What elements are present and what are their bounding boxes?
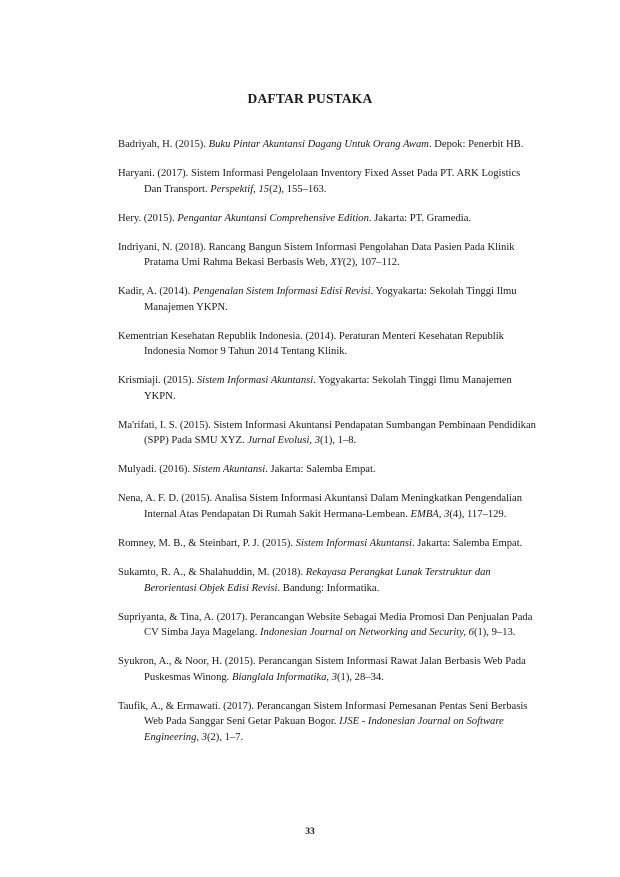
reference-entry: Krismiaji. (2015). Sistem Informasi Akuntansi. Yogyakarta: Sekolah Tinggi Ilmu Manajemen YKPN. <box>118 375 512 402</box>
page-title: DAFTAR PUSTAKA <box>247 91 373 106</box>
reference-entry: Kementrian Kesehatan Republik Indonesia. (2014). Peraturan Menteri Kesehatan Republik Indonesia Nomor 9 Tahun 2014 Tentang Klinik. <box>118 330 504 358</box>
reference-entry: Badriyah, H. (2015). Buku Pintar Akuntansi Dagang Untuk Orang Awam. Depok: Penerbit HB. <box>118 139 524 150</box>
reference-entry: Nena, A. F. D. (2015). Analisa Sistem Informasi Akuntansi Dalam Meningkatkan Pengendalian Internal Atas Pendapatan Di Rumah Sakit Hermana-Lembean. EMBA, 3(4), 117–129. <box>118 493 522 521</box>
page-number: 33 <box>305 827 315 837</box>
reference-entry: Ma'rifati, I. S. (2015). Sistem Informasi Akuntansi Pendapatan Sumbangan Pembinaan Pendidikan (SPP) Pada SMU XYZ. Jurnal Evolusi, 3(1), 1–8. <box>118 419 536 447</box>
reference-entry: Haryani. (2017). Sistem Informasi Pengelolaan Inventory Fixed Asset Pada PT. ARK Logistics Dan Transport. Perspektif, 15(2), 155–163. <box>118 167 521 195</box>
reference-entry: Taufik, A., & Ermawati. (2017). Perancangan Sistem Informasi Pemesanan Pentas Seni Berbasis Web Pada Sanggar Seni Getar Pakuan Bogor. IJSE - Indonesian Journal on Software Engineering, 3(2), 1–7. <box>118 700 528 743</box>
reference-list <box>118 137 538 759</box>
reference-entry: Syukron, A., & Noor, H. (2015). Perancangan Sistem Informasi Rawat Jalan Berbasis Web Pada Puskesmas Winong. Bianglala Informatika, 3(1), 28–34. <box>118 656 526 683</box>
reference-entry: Romney, M. B., & Steinbart, P. J. (2015). Sistem Informasi Akuntansi. Jakarta: Salemba Empat. <box>118 538 523 549</box>
reference-entry: Mulyadi. (2016). Sistem Akuntansi. Jakarta: Salemba Empat. <box>118 464 376 476</box>
reference-entry: Supriyanta, & Tina, A. (2017). Perancangan Website Sebagai Media Promosi Dan Penjualan Pada CV Simba Jaya Magelang. Indonesian Journal on Networking and Security, 6(1), 9–13. <box>118 611 533 639</box>
reference-entry: Sukamto, R. A., & Shalahuddin, M. (2018). Rekayasa Perangkat Lunak Terstruktur dan Berorientasi Objek Edisi Revisi. Bandung: Informatika. <box>118 566 491 594</box>
reference-entry: Indriyani, N. (2018). Rancang Bangun Sistem Informasi Pengolahan Data Pasien Pada Klinik Pratama Umi Rahma Bekasi Berbasis Web, XY(2), 107–112. <box>118 241 515 269</box>
reference-entry: Kadir, A. (2014). Pengenalan Sistem Informasi Edisi Revisi. Yogyakarta: Sekolah Tinggi Ilmu Manajemen YKPN. <box>118 286 517 313</box>
reference-entry: Hery. (2015). Pengantar Akuntansi Comprehensive Edition. Jakarta: PT. Gramedia. <box>118 212 472 224</box>
